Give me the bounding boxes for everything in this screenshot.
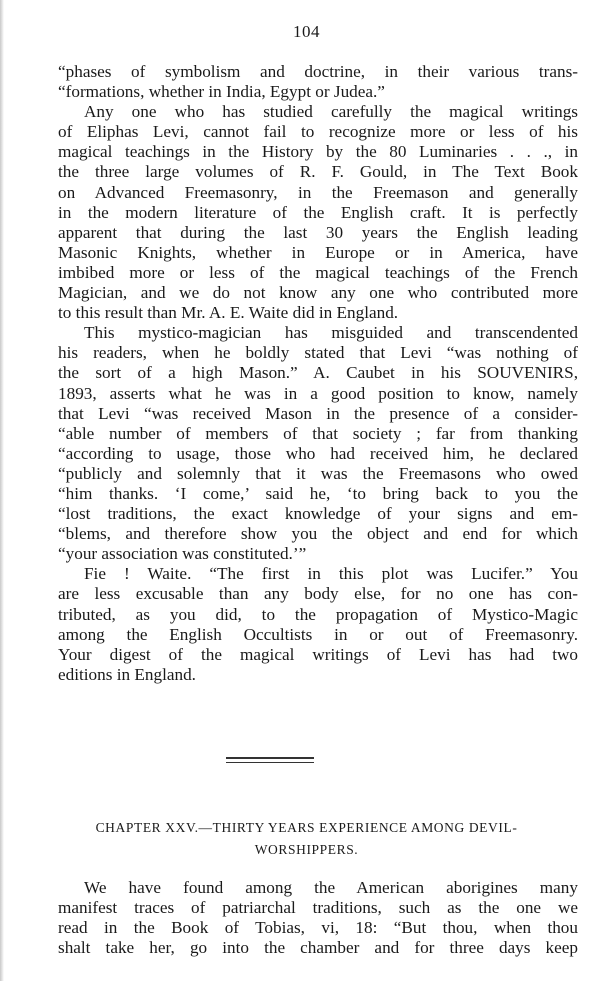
text-line: Magician, and we do not know any one who contributed more	[58, 283, 578, 303]
paragraph-gould-waite	[58, 102, 578, 323]
text-line: apparent that during the last 30 years the English leading	[58, 222, 578, 242]
text-line: of Eliphas Levi, cannot fail to recognize more or less of his	[58, 122, 578, 142]
text-line: “publicly and solemnly that it was the Freemasons who owed	[58, 463, 578, 483]
text-line: shalt take her, go into the chamber and for three days keep	[58, 938, 578, 958]
paragraph-fie-waite	[58, 564, 578, 685]
text-line: 1893, asserts what he was in a good position to know, namely	[58, 383, 578, 403]
text-line: editions in England.	[58, 664, 196, 684]
paragraph-mystico-magician	[58, 323, 578, 564]
section-divider	[226, 757, 314, 766]
text-line: the sort of a high Mason.” A. Caubet in his SOUVENIRS,	[58, 363, 578, 383]
page-number: 104	[293, 22, 320, 41]
text-line: “according to usage, those who had received him, he declared	[58, 443, 578, 463]
text-line: manifest traces of patriarchal traditions, such as the one we	[58, 898, 578, 918]
text-line: “formations, whether in India, Egypt or Judea.”	[58, 82, 385, 102]
text-line: “blems, and therefore show you the object and end for which	[58, 524, 578, 544]
text-line: We have found among the American aborigines many	[84, 878, 578, 897]
text-line: imbibed more or less of the magical teachings of the French	[58, 262, 578, 282]
text-line: “able number of members of that society ; far from thanking	[58, 423, 578, 443]
text-line: his readers, when he boldly stated that Levi “was nothing of	[58, 343, 578, 363]
text-line: “lost traditions, the exact knowledge of your signs and em-	[58, 504, 578, 524]
divider-rule	[226, 762, 314, 764]
chapter-heading	[0, 817, 613, 861]
text-line: to this result than Mr. A. E. Waite did in England.	[58, 303, 399, 323]
text-line: in the modern literature of the English craft. It is perfectly	[58, 202, 578, 222]
text-line: magical teachings in the History by the 80 Luminaries . . ., in	[58, 142, 578, 162]
text-line: “your association was constituted.’”	[58, 544, 307, 564]
text-line: “phases of symbolism and doctrine, in their various trans-	[58, 62, 578, 81]
chapter-heading-line: WORSHIPPERS.	[254, 842, 359, 857]
text-line: This mystico-magician has misguided and transcendented	[84, 323, 578, 343]
text-line: on Advanced Freemasonry, in the Freemason and generally	[58, 182, 578, 202]
paragraph-continuation	[58, 62, 578, 102]
text-line: Your digest of the magical writings of Levi has had two	[58, 644, 578, 664]
text-line: among the English Occultists in or out of Freemasonry.	[58, 624, 578, 644]
chapter-heading-line: CHAPTER XXV.—THIRTY YEARS EXPERIENCE AMONG DEVIL-	[95, 820, 518, 835]
text-line: Masonic Knights, whether in Europe or in America, have	[58, 242, 578, 262]
text-line: read in the Book of Tobias, vi, 18: “But thou, when thou	[58, 918, 578, 938]
main-text	[58, 62, 578, 685]
divider-rule	[226, 757, 314, 759]
text-line: Any one who has studied carefully the magical writings	[84, 102, 578, 122]
text-line: tributed, as you did, to the propagation of Mystico-Magic	[58, 604, 578, 624]
text-line: are less excusable than any body else, for no one has con-	[58, 584, 578, 604]
text-line: “him thanks. ‘I come,’ said he, ‘to bring back to you the	[58, 483, 578, 503]
text-line: that Levi “was received Mason in the presence of a consider-	[58, 403, 578, 423]
text-line: the three large volumes of R. F. Gould, in The Text Book	[58, 162, 578, 182]
text-line: Fie ! Waite. “The first in this plot was Lucifer.” You	[84, 564, 578, 584]
chapter-text	[58, 878, 578, 958]
